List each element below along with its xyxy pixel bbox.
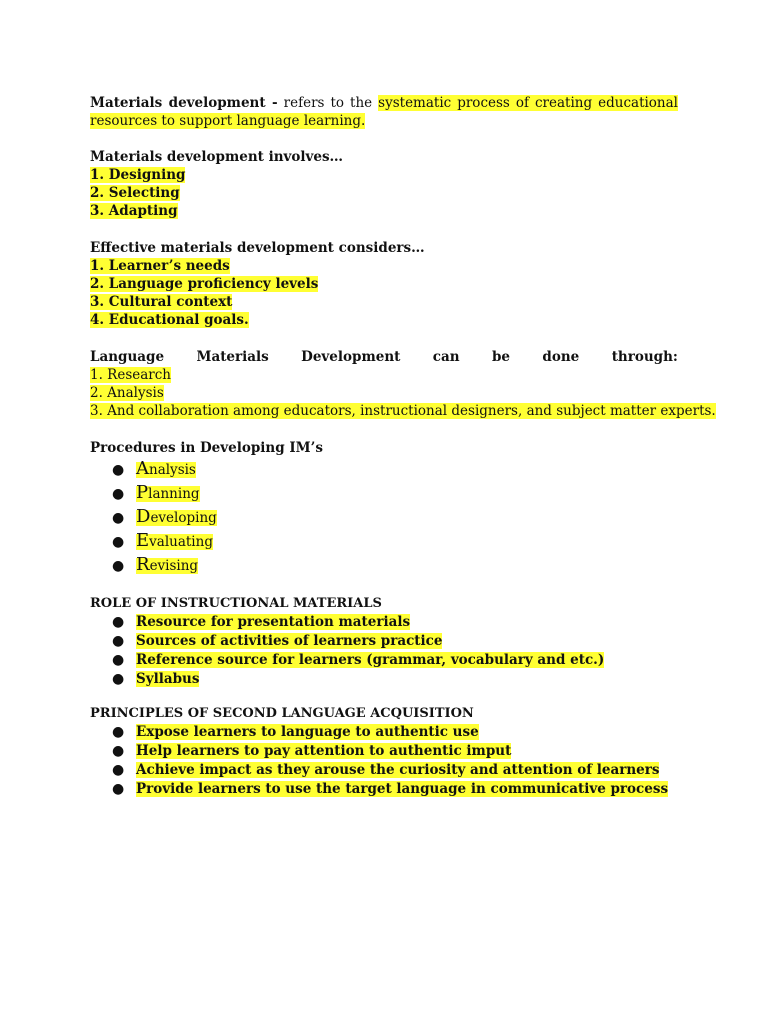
procedure-item	[90, 481, 678, 505]
definition-term: Materials development -	[90, 95, 278, 111]
considers-list	[90, 257, 678, 329]
through-section	[90, 348, 716, 420]
bullet-icon: ●	[112, 724, 125, 740]
bullet-icon: ●	[112, 614, 125, 630]
procedure-initial: R	[136, 554, 150, 575]
procedure-word	[136, 482, 200, 503]
procedure-initial: P	[136, 482, 149, 503]
bullet-icon: ●	[112, 671, 125, 687]
definition-plain: refers to the	[277, 95, 379, 111]
procedure-word	[136, 554, 199, 575]
principles-item-text: Help learners to pay attention to authentic imput	[136, 743, 512, 759]
procedure-rest: nalysis	[149, 462, 196, 478]
involves-heading: Materials development involves…	[90, 149, 344, 165]
procedure-item	[90, 553, 678, 577]
through-item	[90, 402, 716, 420]
procedure-rest: lanning	[148, 486, 200, 502]
considers-section	[90, 239, 678, 329]
through-heading-word: through:	[611, 349, 678, 365]
bullet-icon: ●	[112, 462, 125, 478]
principles-list	[90, 723, 678, 799]
through-item-text: 2. Analysis	[90, 385, 164, 401]
procedure-initial: D	[136, 506, 151, 527]
principles-section	[90, 705, 678, 799]
principles-item	[90, 780, 678, 799]
procedures-list	[90, 457, 678, 577]
involves-item	[90, 184, 678, 202]
considers-item-text: 2. Language proficiency levels	[90, 276, 319, 292]
considers-item	[90, 257, 678, 275]
involves-item-text: 2. Selecting	[90, 185, 180, 201]
role-item	[90, 632, 678, 651]
through-item-text: 1. Research	[90, 367, 171, 383]
procedure-item	[90, 529, 678, 553]
role-item-text: Syllabus	[136, 671, 200, 687]
principles-heading: PRINCIPLES OF SECOND LANGUAGE ACQUISITION	[90, 706, 474, 721]
procedure-initial: A	[136, 458, 149, 479]
involves-item	[90, 166, 678, 184]
considers-item	[90, 275, 678, 293]
through-item	[90, 366, 678, 384]
through-heading-word: Development	[301, 349, 401, 365]
procedures-heading: Procedures in Developing IM’s	[90, 440, 323, 456]
role-section	[90, 595, 678, 689]
considers-item	[90, 293, 678, 311]
definition-paragraph	[90, 94, 678, 130]
bullet-icon: ●	[112, 633, 125, 649]
involves-item-text: 3. Adapting	[90, 203, 178, 219]
role-item	[90, 613, 678, 632]
through-item-text: 3. And collaboration among educators, instructional designers, and subject matter experts.	[90, 403, 716, 419]
bullet-icon: ●	[112, 652, 125, 668]
role-item	[90, 670, 678, 689]
involves-list	[90, 166, 678, 220]
considers-item-text: 4. Educational goals.	[90, 312, 249, 328]
role-item-text: Sources of activities of learners practice	[136, 633, 443, 649]
considers-item-text: 3. Cultural context	[90, 294, 233, 310]
role-heading: ROLE OF INSTRUCTIONAL MATERIALS	[90, 596, 382, 611]
through-list	[90, 366, 716, 420]
principles-item-text: Expose learners to language to authentic use	[136, 724, 479, 740]
through-item	[90, 384, 678, 402]
procedure-word	[136, 506, 217, 527]
considers-item-text: 1. Learner’s needs	[90, 258, 230, 274]
involves-section	[90, 148, 678, 220]
procedure-rest: eveloping	[150, 510, 217, 526]
involves-item	[90, 202, 678, 220]
principles-item	[90, 761, 678, 780]
procedure-item	[90, 457, 678, 481]
procedure-item	[90, 505, 678, 529]
bullet-icon: ●	[112, 510, 125, 526]
role-item-text: Resource for presentation materials	[136, 614, 411, 630]
role-list	[90, 613, 678, 689]
bullet-icon: ●	[112, 781, 125, 797]
bullet-icon: ●	[112, 558, 125, 574]
role-item-text: Reference source for learners (grammar, vocabulary and etc.)	[136, 652, 605, 668]
definition-highlight: systematic process of creating educational resources to support language learning.	[90, 95, 678, 129]
through-heading-word: Language	[90, 349, 165, 365]
procedure-initial: E	[136, 530, 150, 551]
principles-item	[90, 723, 678, 742]
through-heading	[90, 348, 678, 366]
procedures-section	[90, 439, 678, 577]
principles-item	[90, 742, 678, 761]
through-heading-word: done	[542, 349, 580, 365]
involves-item-text: 1. Designing	[90, 167, 186, 183]
procedure-rest: evising	[149, 558, 199, 574]
procedure-word	[136, 530, 213, 551]
bullet-icon: ●	[112, 743, 125, 759]
principles-item-text: Achieve impact as they arouse the curiosity and attention of learners	[136, 762, 660, 778]
role-item	[90, 651, 678, 670]
bullet-icon: ●	[112, 762, 125, 778]
through-heading-word: be	[491, 349, 511, 365]
bullet-icon: ●	[112, 534, 125, 550]
considers-heading: Effective materials development considers…	[90, 240, 425, 256]
procedure-rest: valuating	[149, 534, 213, 550]
procedure-word	[136, 458, 196, 479]
considers-item	[90, 311, 678, 329]
through-heading-word: can	[432, 349, 460, 365]
principles-item-text: Provide learners to use the target language in communicative process	[136, 781, 669, 797]
bullet-icon: ●	[112, 486, 125, 502]
through-heading-word: Materials	[196, 349, 269, 365]
